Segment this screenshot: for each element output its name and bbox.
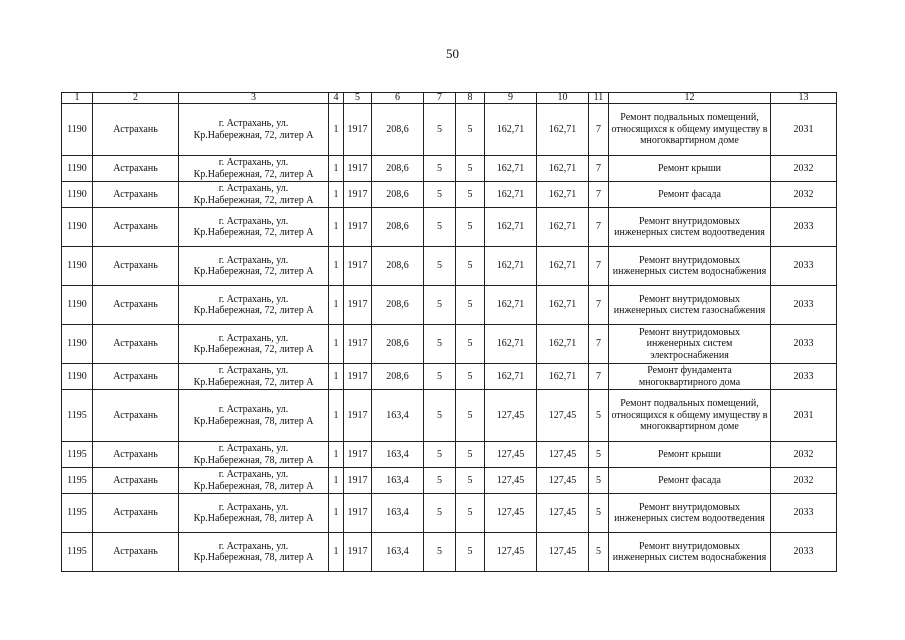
table-row [62,286,837,325]
cell-col8: 5 [456,533,485,572]
cell-year: 1917 [344,442,372,468]
cell-work-type: Ремонт внутридомовых инженерных систем газоснабжения [609,286,771,325]
cell-city: Астрахань [93,533,179,572]
cell-col10: 162,71 [537,104,589,156]
cell-number: 1190 [62,286,93,325]
cell-address [179,442,329,468]
cell-plan-year: 2031 [771,390,837,442]
cell-area: 208,6 [372,208,424,247]
address-line-1: г. Астрахань, ул. [218,365,289,376]
cell-col9: 162,71 [485,104,537,156]
cell-col7: 5 [424,208,456,247]
cell-year: 1917 [344,156,372,182]
cell-col11: 5 [589,442,609,468]
cell-col11: 7 [589,325,609,364]
cell-col7: 5 [424,390,456,442]
cell-area: 208,6 [372,156,424,182]
cell-col10: 127,45 [537,442,589,468]
cell-number: 1195 [62,468,93,494]
cell-work-type: Ремонт внутридомовых инженерных систем водоотведения [609,208,771,247]
cell-col11: 5 [589,468,609,494]
cell-city: Астрахань [93,364,179,390]
address-line-1: г. Астрахань, ул. [218,404,289,415]
cell-col7: 5 [424,364,456,390]
column-number: 6 [372,93,424,104]
cell-col10: 127,45 [537,494,589,533]
cell-col9: 162,71 [485,364,537,390]
cell-work-type: Ремонт фасада [609,468,771,494]
column-number: 11 [589,93,609,104]
cell-number: 1190 [62,364,93,390]
table-row [62,104,837,156]
cell-address [179,325,329,364]
cell-number: 1190 [62,156,93,182]
cell-col8: 5 [456,247,485,286]
address-line-1: г. Астрахань, ул. [218,469,289,480]
cell-col11: 7 [589,182,609,208]
cell-col8: 5 [456,325,485,364]
cell-col4: 1 [329,494,344,533]
cell-area: 208,6 [372,104,424,156]
cell-work-type: Ремонт фасада [609,182,771,208]
cell-city: Астрахань [93,468,179,494]
column-number: 3 [179,93,329,104]
cell-col8: 5 [456,442,485,468]
cell-plan-year: 2032 [771,442,837,468]
address-line-1: г. Астрахань, ул. [218,540,289,552]
cell-col4: 1 [329,286,344,325]
cell-address [179,364,329,390]
cell-city: Астрахань [93,442,179,468]
cell-work-type: Ремонт крыши [609,442,771,468]
cell-col4: 1 [329,390,344,442]
cell-col9: 162,71 [485,182,537,208]
cell-city: Астрахань [93,156,179,182]
address-line-2: Кр.Набережная, 72, литер А [193,129,314,141]
cell-address [179,182,329,208]
cell-work-type: Ремонт подвальных помещений, относящихся к общему имуществу в многоквартирном доме [609,390,771,442]
cell-col11: 7 [589,156,609,182]
column-number: 5 [344,93,372,104]
address-line-1: г. Астрахань, ул. [218,183,289,194]
cell-year: 1917 [344,286,372,325]
cell-work-type: Ремонт внутридомовых инженерных систем водоснабжения [609,247,771,286]
cell-year: 1917 [344,364,372,390]
cell-col9: 127,45 [485,468,537,494]
cell-col4: 1 [329,104,344,156]
cell-col10: 127,45 [537,390,589,442]
cell-col7: 5 [424,182,456,208]
address-line-1: г. Астрахань, ул. [218,501,289,513]
cell-col4: 1 [329,208,344,247]
cell-plan-year: 2033 [771,325,837,364]
cell-address [179,286,329,325]
cell-col4: 1 [329,442,344,468]
table-row [62,390,837,442]
cell-area: 163,4 [372,533,424,572]
cell-number: 1195 [62,390,93,442]
cell-address [179,494,329,533]
cell-col7: 5 [424,533,456,572]
cell-col7: 5 [424,325,456,364]
table-row [62,494,837,533]
cell-area: 163,4 [372,390,424,442]
address-line-1: г. Астрахань, ул. [218,215,289,227]
cell-col11: 7 [589,247,609,286]
cell-col4: 1 [329,182,344,208]
cell-number: 1195 [62,442,93,468]
cell-col11: 7 [589,104,609,156]
cell-col10: 162,71 [537,208,589,247]
cell-col4: 1 [329,468,344,494]
cell-col8: 5 [456,390,485,442]
cell-col8: 5 [456,468,485,494]
cell-col11: 7 [589,286,609,325]
cell-col4: 1 [329,247,344,286]
address-line-1: г. Астрахань, ул. [218,254,289,266]
cell-year: 1917 [344,533,372,572]
cell-work-type: Ремонт внутридомовых инженерных систем водоотведения [609,494,771,533]
cell-year: 1917 [344,325,372,364]
cell-col4: 1 [329,533,344,572]
cell-plan-year: 2033 [771,286,837,325]
cell-plan-year: 2033 [771,533,837,572]
cell-col8: 5 [456,286,485,325]
cell-number: 1190 [62,208,93,247]
cell-plan-year: 2033 [771,208,837,247]
address-line-2: Кр.Набережная, 78, литер А [193,552,314,563]
cell-address [179,104,329,156]
cell-col11: 5 [589,533,609,572]
address-line-1: г. Астрахань, ул. [218,332,289,344]
cell-col7: 5 [424,247,456,286]
page-number: 50 [446,46,459,61]
cell-year: 1917 [344,390,372,442]
address-line-1: г. Астрахань, ул. [218,443,289,454]
cell-col8: 5 [456,494,485,533]
cell-col7: 5 [424,156,456,182]
cell-col9: 127,45 [485,442,537,468]
address-line-2: Кр.Набережная, 78, литер А [193,513,314,524]
cell-col7: 5 [424,104,456,156]
address-line-2: Кр.Набережная, 72, литер А [193,305,314,316]
cell-col4: 1 [329,325,344,364]
cell-year: 1917 [344,182,372,208]
cell-col8: 5 [456,156,485,182]
cell-col10: 162,71 [537,325,589,364]
cell-col8: 5 [456,208,485,247]
cell-area: 163,4 [372,468,424,494]
address-line-2: Кр.Набережная, 72, литер А [193,194,314,206]
cell-col7: 5 [424,494,456,533]
repair-schedule-table [61,92,837,572]
table-row [62,247,837,286]
address-line-2: Кр.Набережная, 72, литер А [193,344,314,355]
cell-col10: 162,71 [537,182,589,208]
cell-col11: 7 [589,208,609,247]
cell-col8: 5 [456,104,485,156]
column-number-row [62,93,837,104]
cell-year: 1917 [344,468,372,494]
address-line-2: Кр.Набережная, 78, литер А [193,415,314,427]
address-line-2: Кр.Набережная, 72, литер А [193,266,314,277]
cell-col10: 162,71 [537,247,589,286]
cell-number: 1190 [62,247,93,286]
table-row [62,182,837,208]
cell-col9: 162,71 [485,156,537,182]
cell-col9: 127,45 [485,494,537,533]
cell-col10: 127,45 [537,533,589,572]
cell-number: 1190 [62,104,93,156]
cell-area: 208,6 [372,247,424,286]
column-number: 8 [456,93,485,104]
cell-work-type: Ремонт подвальных помещений, относящихся к общему имуществу в многоквартирном доме [609,104,771,156]
cell-work-type: Ремонт внутридомовых инженерных систем водоснабжения [609,533,771,572]
cell-col11: 5 [589,390,609,442]
cell-address [179,247,329,286]
cell-number: 1195 [62,494,93,533]
cell-plan-year: 2032 [771,156,837,182]
cell-city: Астрахань [93,286,179,325]
cell-number: 1195 [62,533,93,572]
cell-plan-year: 2032 [771,468,837,494]
cell-col9: 162,71 [485,325,537,364]
cell-col10: 162,71 [537,156,589,182]
cell-address [179,533,329,572]
column-number: 4 [329,93,344,104]
address-line-2: Кр.Набережная, 72, литер А [193,376,314,388]
column-number: 1 [62,93,93,104]
cell-number: 1190 [62,182,93,208]
cell-plan-year: 2031 [771,104,837,156]
cell-work-type: Ремонт крыши [609,156,771,182]
table-row [62,533,837,572]
cell-col9: 162,71 [485,286,537,325]
address-line-2: Кр.Набережная, 78, литер А [193,480,314,492]
address-line-1: г. Астрахань, ул. [218,157,289,168]
address-line-2: Кр.Набережная, 72, литер А [193,227,314,238]
column-number: 9 [485,93,537,104]
cell-city: Астрахань [93,325,179,364]
cell-area: 208,6 [372,325,424,364]
cell-col8: 5 [456,182,485,208]
cell-col9: 162,71 [485,247,537,286]
cell-area: 163,4 [372,442,424,468]
cell-col7: 5 [424,286,456,325]
table-row [62,208,837,247]
cell-work-type: Ремонт фундамента многоквартирного дома [609,364,771,390]
cell-area: 208,6 [372,286,424,325]
cell-col9: 127,45 [485,390,537,442]
cell-city: Астрахань [93,247,179,286]
cell-number: 1190 [62,325,93,364]
cell-col10: 127,45 [537,468,589,494]
cell-col10: 162,71 [537,286,589,325]
cell-year: 1917 [344,494,372,533]
cell-year: 1917 [344,247,372,286]
table-row [62,364,837,390]
address-line-1: г. Астрахань, ул. [218,293,289,305]
cell-col9: 162,71 [485,208,537,247]
cell-col7: 5 [424,468,456,494]
cell-col11: 7 [589,364,609,390]
cell-address [179,208,329,247]
cell-area: 208,6 [372,182,424,208]
cell-address [179,468,329,494]
table-row [62,468,837,494]
address-line-1: г. Астрахань, ул. [218,118,289,129]
cell-address [179,390,329,442]
column-number: 10 [537,93,589,104]
cell-city: Астрахань [93,182,179,208]
cell-plan-year: 2033 [771,247,837,286]
cell-col9: 127,45 [485,533,537,572]
cell-col4: 1 [329,364,344,390]
cell-city: Астрахань [93,494,179,533]
cell-plan-year: 2033 [771,494,837,533]
cell-col11: 5 [589,494,609,533]
cell-city: Астрахань [93,390,179,442]
address-line-2: Кр.Набережная, 78, литер А [193,454,314,466]
cell-city: Астрахань [93,104,179,156]
column-number: 13 [771,93,837,104]
cell-year: 1917 [344,104,372,156]
cell-city: Астрахань [93,208,179,247]
table-body [62,104,837,572]
cell-address [179,156,329,182]
cell-col7: 5 [424,442,456,468]
cell-area: 163,4 [372,494,424,533]
column-number: 12 [609,93,771,104]
cell-work-type: Ремонт внутридомовых инженерных систем электроснабжения [609,325,771,364]
cell-col10: 162,71 [537,364,589,390]
cell-col4: 1 [329,156,344,182]
table-row [62,442,837,468]
cell-year: 1917 [344,208,372,247]
cell-plan-year: 2033 [771,364,837,390]
address-line-2: Кр.Набережная, 72, литер А [193,168,314,180]
column-number: 2 [93,93,179,104]
table-row [62,325,837,364]
cell-area: 208,6 [372,364,424,390]
table-row [62,156,837,182]
column-number: 7 [424,93,456,104]
cell-col8: 5 [456,364,485,390]
cell-plan-year: 2032 [771,182,837,208]
